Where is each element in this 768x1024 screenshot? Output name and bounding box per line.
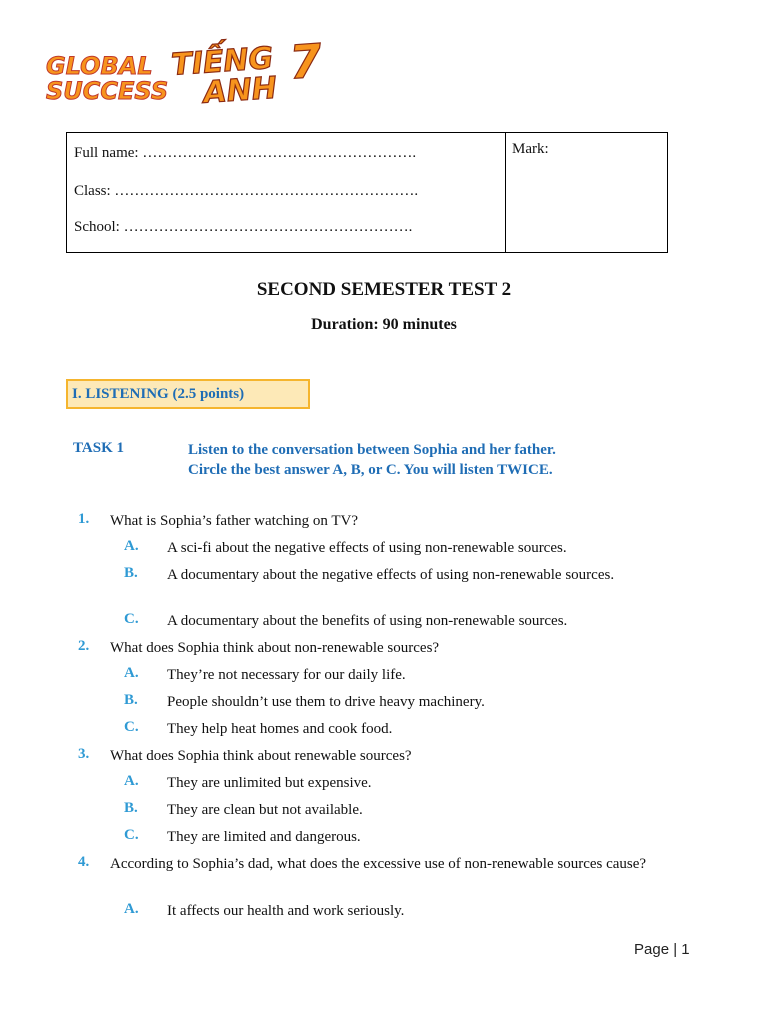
option-letter[interactable]: C. xyxy=(124,611,139,627)
option-letter[interactable]: B. xyxy=(124,692,138,708)
logo-text-global: GLOBAL xyxy=(46,52,153,80)
task-label: TASK 1 xyxy=(73,440,124,456)
question-number: 4. xyxy=(78,854,90,870)
question-text: What is Sophia’s father watching on TV? xyxy=(110,513,358,529)
full-name-field[interactable]: Full name: ………………………………………………. xyxy=(74,145,417,161)
mark-label: Mark: xyxy=(512,141,549,157)
option-letter[interactable]: B. xyxy=(124,800,138,816)
question-number: 3. xyxy=(78,746,90,762)
logo-text-tieng: TIẾNG xyxy=(170,40,275,83)
global-success-logo xyxy=(42,50,169,110)
option-text[interactable]: They’re not necessary for our daily life. xyxy=(167,667,406,683)
student-info-box xyxy=(66,132,668,253)
page-number: Page | 1 xyxy=(634,941,690,958)
option-text[interactable]: A sci-fi about the negative effects of using non-renewable sources. xyxy=(167,540,567,556)
option-letter[interactable]: C. xyxy=(124,719,139,735)
question-text: According to Sophia’s dad, what does the excessive use of non-renewable sources cause? xyxy=(110,856,647,872)
page-title: SECOND SEMESTER TEST 2 xyxy=(256,279,512,300)
mark-cell xyxy=(506,133,667,252)
option-letter[interactable]: C. xyxy=(124,827,139,843)
question-number: 1. xyxy=(78,511,90,527)
option-text[interactable]: They are limited and dangerous. xyxy=(167,829,361,845)
class-field[interactable]: Class: ……………………………………………………. xyxy=(74,183,419,199)
question-number: 2. xyxy=(78,638,90,654)
option-text[interactable]: It affects our health and work seriously. xyxy=(167,903,405,919)
task-instruction-line: Circle the best answer A, B, or C. You will listen TWICE. xyxy=(188,462,553,478)
option-text[interactable]: People shouldn’t use them to drive heavy machinery. xyxy=(167,694,485,710)
option-letter[interactable]: A. xyxy=(124,773,139,789)
option-letter[interactable]: A. xyxy=(124,538,139,554)
option-text[interactable]: They help heat homes and cook food. xyxy=(167,721,393,737)
student-info-fields xyxy=(67,133,506,252)
option-text[interactable]: A documentary about the negative effects of using non-renewable sources. xyxy=(167,567,615,583)
question-text: What does Sophia think about renewable sources? xyxy=(110,748,412,764)
duration: Duration: 90 minutes xyxy=(311,316,457,333)
option-text[interactable]: They are clean but not available. xyxy=(167,802,363,818)
option-letter[interactable]: B. xyxy=(124,565,138,581)
logo-text-success: SUCCESS xyxy=(46,77,169,105)
logo-text-anh: ANH xyxy=(202,70,278,111)
option-text[interactable]: A documentary about the benefits of using non-renewable sources. xyxy=(167,613,568,629)
task-instructions xyxy=(188,440,658,480)
task-instruction-line: Listen to the conversation between Sophia and her father. xyxy=(188,442,556,458)
logo-grade-number: 7 xyxy=(287,33,324,90)
option-text[interactable]: They are unlimited but expensive. xyxy=(167,775,372,791)
option-letter[interactable]: A. xyxy=(124,665,139,681)
section-heading-listening: I. LISTENING (2.5 points) xyxy=(66,379,310,409)
school-field[interactable]: School: …………………………………………………. xyxy=(74,219,413,235)
question-text: What does Sophia think about non-renewable sources? xyxy=(110,640,440,656)
option-letter[interactable]: A. xyxy=(124,901,139,917)
